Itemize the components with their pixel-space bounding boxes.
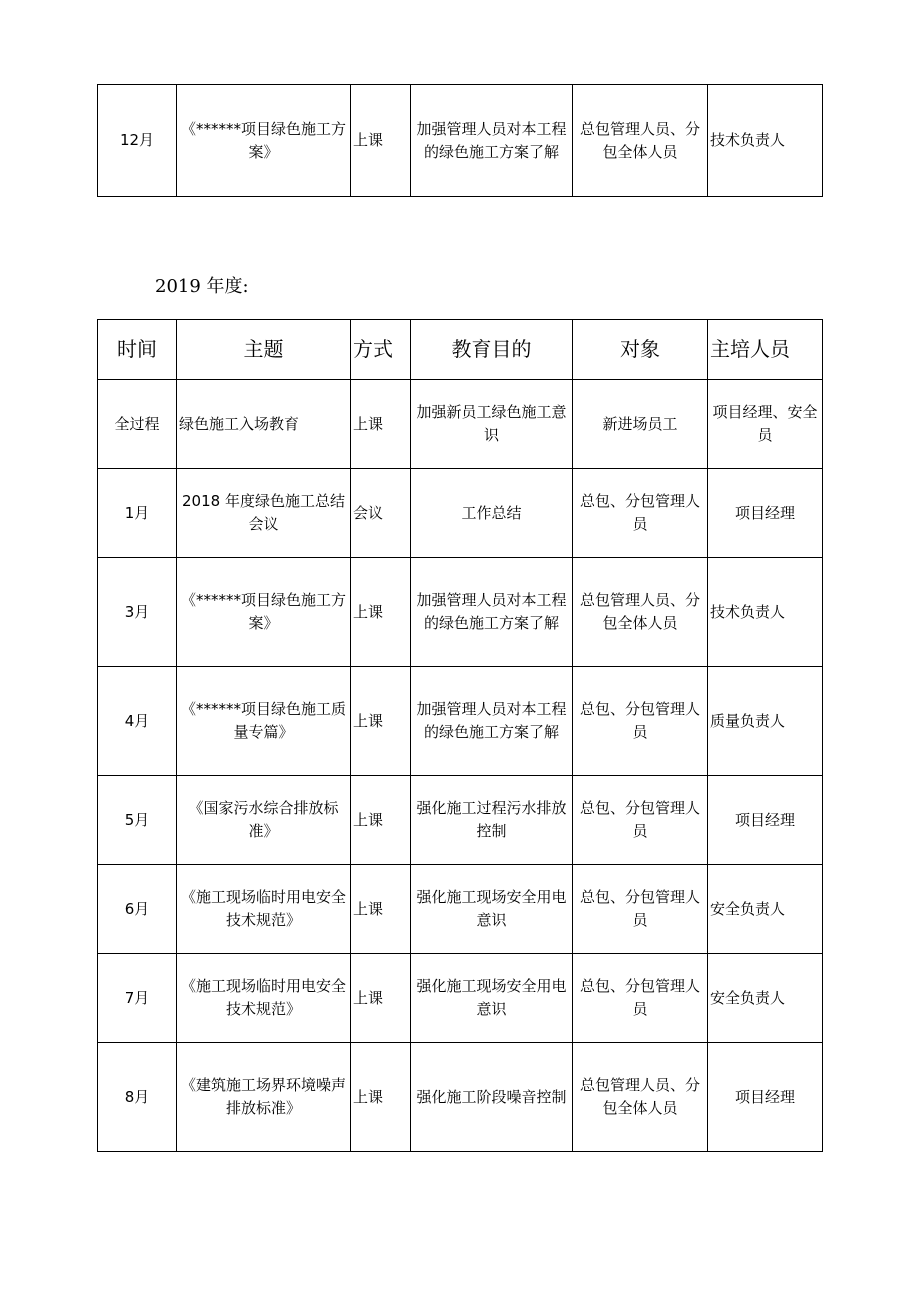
table-row bbox=[98, 954, 823, 1043]
cell-purpose: 强化施工过程污水排放控制 bbox=[411, 776, 573, 865]
cell-topic: 《******项目绿色施工质量专篇》 bbox=[177, 667, 351, 776]
cell-method: 会议 bbox=[351, 469, 411, 558]
cell-target: 总包、分包管理人员 bbox=[573, 776, 708, 865]
cell-time: 6月 bbox=[98, 865, 177, 954]
header-method: 方式 bbox=[351, 320, 411, 380]
cell-target: 新进场员工 bbox=[573, 380, 708, 469]
header-trainer: 主培人员 bbox=[708, 320, 823, 380]
cell-target: 总包、分包管理人员 bbox=[573, 667, 708, 776]
cell-topic: 《国家污水综合排放标准》 bbox=[177, 776, 351, 865]
cell-topic: 绿色施工入场教育 bbox=[177, 380, 351, 469]
cell-trainer: 安全负责人 bbox=[708, 865, 823, 954]
cell-trainer: 项目经理、安全员 bbox=[708, 380, 823, 469]
cell-method: 上课 bbox=[351, 776, 411, 865]
table-header-row bbox=[98, 320, 823, 380]
cell-method: 上课 bbox=[351, 558, 411, 667]
cell-target: 总包管理人员、分包全体人员 bbox=[573, 558, 708, 667]
training-table-previous bbox=[97, 84, 823, 197]
cell-topic: 2018 年度绿色施工总结会议 bbox=[177, 469, 351, 558]
cell-topic: 《******项目绿色施工方案》 bbox=[177, 558, 351, 667]
cell-time: 3月 bbox=[98, 558, 177, 667]
cell-purpose: 强化施工现场安全用电意识 bbox=[411, 865, 573, 954]
table-row bbox=[98, 667, 823, 776]
cell-time: 12月 bbox=[98, 85, 177, 197]
training-table-2019 bbox=[97, 319, 823, 1152]
cell-time: 5月 bbox=[98, 776, 177, 865]
cell-purpose: 强化施工阶段噪音控制 bbox=[411, 1043, 573, 1152]
cell-trainer: 技术负责人 bbox=[708, 558, 823, 667]
cell-purpose: 加强管理人员对本工程的绿色施工方案了解 bbox=[411, 558, 573, 667]
cell-purpose: 加强管理人员对本工程的绿色施工方案了解 bbox=[411, 667, 573, 776]
cell-trainer: 项目经理 bbox=[708, 776, 823, 865]
cell-target: 总包、分包管理人员 bbox=[573, 954, 708, 1043]
header-time: 时间 bbox=[98, 320, 177, 380]
cell-purpose: 工作总结 bbox=[411, 469, 573, 558]
cell-target: 总包管理人员、分包全体人员 bbox=[573, 1043, 708, 1152]
table-row bbox=[98, 558, 823, 667]
table-row bbox=[98, 380, 823, 469]
table-row bbox=[98, 1043, 823, 1152]
cell-purpose: 加强管理人员对本工程的绿色施工方案了解 bbox=[411, 85, 573, 197]
cell-time: 8月 bbox=[98, 1043, 177, 1152]
cell-trainer: 安全负责人 bbox=[708, 954, 823, 1043]
cell-topic: 《施工现场临时用电安全技术规范》 bbox=[177, 954, 351, 1043]
table-row bbox=[98, 776, 823, 865]
cell-topic: 《******项目绿色施工方案》 bbox=[177, 85, 351, 197]
cell-time: 4月 bbox=[98, 667, 177, 776]
cell-time: 全过程 bbox=[98, 380, 177, 469]
cell-method: 上课 bbox=[351, 380, 411, 469]
cell-target: 总包管理人员、分包全体人员 bbox=[573, 85, 708, 197]
cell-target: 总包、分包管理人员 bbox=[573, 865, 708, 954]
cell-method: 上课 bbox=[351, 1043, 411, 1152]
cell-trainer: 技术负责人 bbox=[708, 85, 823, 197]
cell-target: 总包、分包管理人员 bbox=[573, 469, 708, 558]
cell-method: 上课 bbox=[351, 85, 411, 197]
cell-trainer: 质量负责人 bbox=[708, 667, 823, 776]
header-topic: 主题 bbox=[177, 320, 351, 380]
cell-topic: 《施工现场临时用电安全技术规范》 bbox=[177, 865, 351, 954]
cell-topic: 《建筑施工场界环境噪声排放标准》 bbox=[177, 1043, 351, 1152]
cell-method: 上课 bbox=[351, 667, 411, 776]
table-row bbox=[98, 865, 823, 954]
table-row bbox=[98, 85, 823, 197]
cell-trainer: 项目经理 bbox=[708, 469, 823, 558]
table-row bbox=[98, 469, 823, 558]
cell-trainer: 项目经理 bbox=[708, 1043, 823, 1152]
header-target: 对象 bbox=[573, 320, 708, 380]
cell-time: 1月 bbox=[98, 469, 177, 558]
cell-method: 上课 bbox=[351, 954, 411, 1043]
cell-time: 7月 bbox=[98, 954, 177, 1043]
cell-method: 上课 bbox=[351, 865, 411, 954]
year-heading: 2019 年度: bbox=[155, 276, 249, 297]
cell-purpose: 加强新员工绿色施工意识 bbox=[411, 380, 573, 469]
cell-purpose: 强化施工现场安全用电意识 bbox=[411, 954, 573, 1043]
header-purpose: 教育目的 bbox=[411, 320, 573, 380]
